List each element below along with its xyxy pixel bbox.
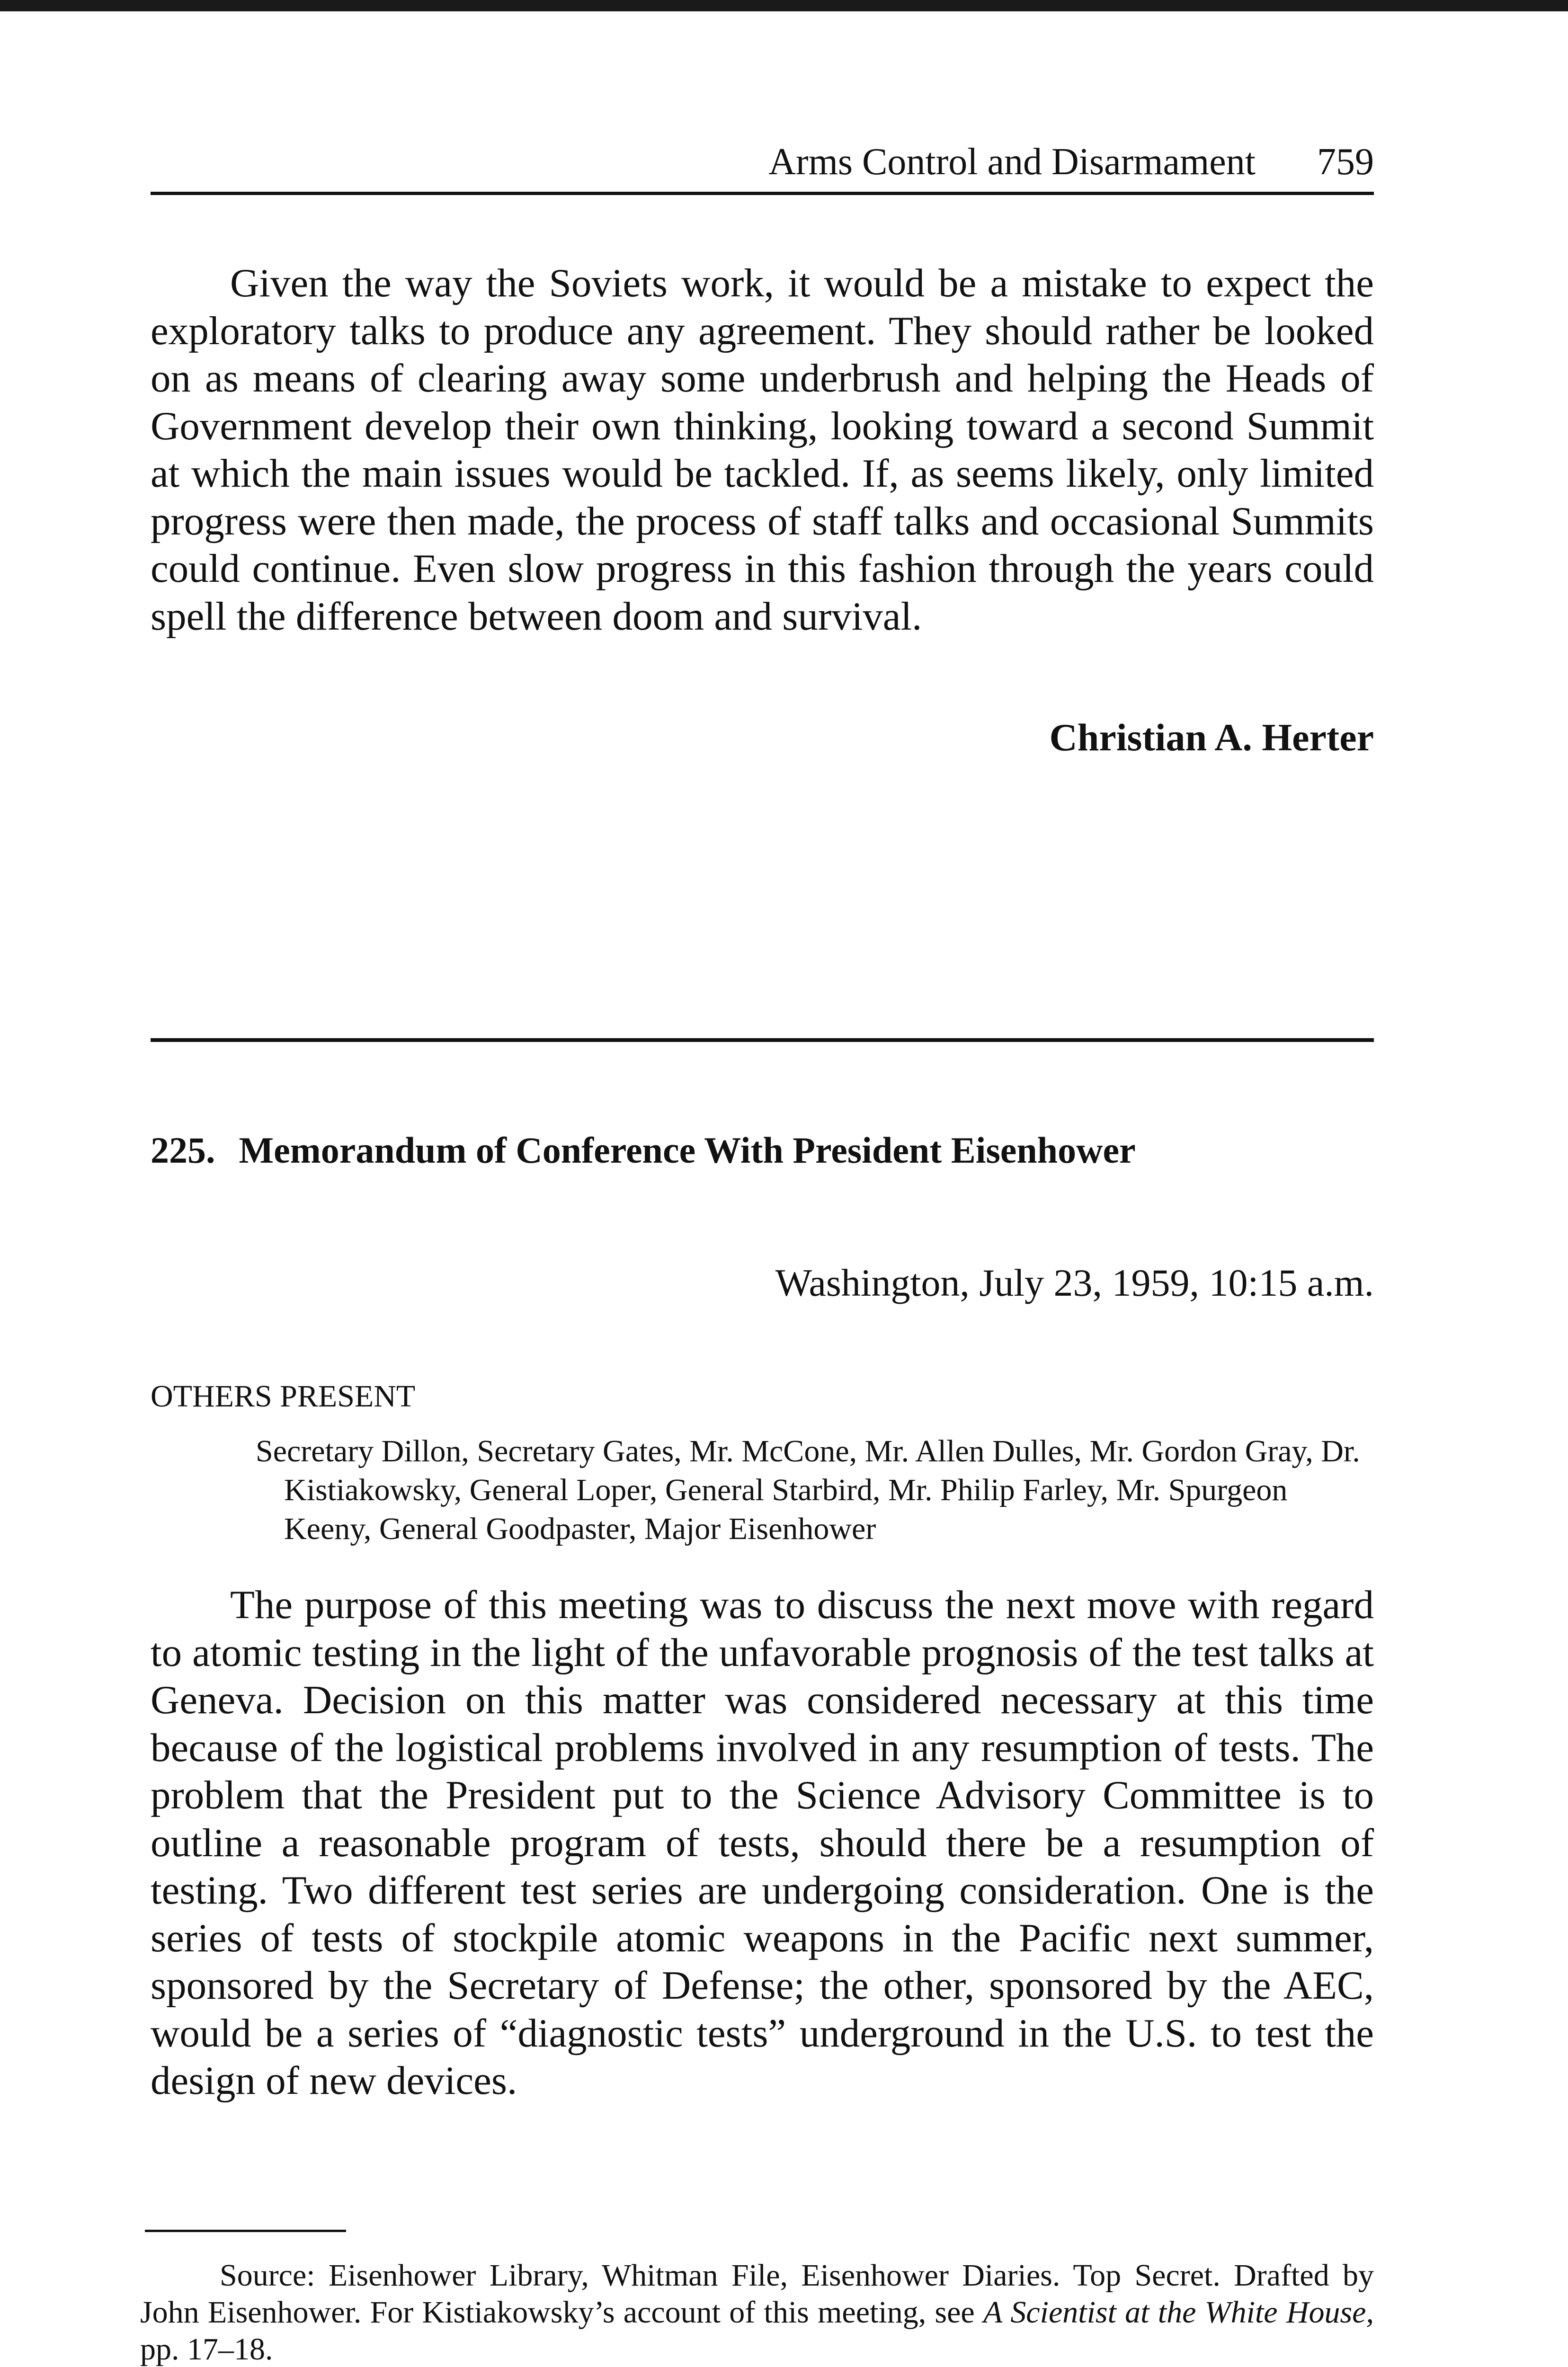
section-divider [151,1038,1374,1042]
document-title: Memorandum of Conference With President Eisenhower [239,1130,1136,1171]
source-footnote [140,2257,1374,2367]
document-heading [151,1127,1136,1174]
dateline: Washington, July 23, 1959, 10:15 a.m. [775,1261,1374,1304]
footnote-pages: pp. 17–18. [140,2332,273,2367]
scan-top-edge [0,0,1568,11]
body-paragraph-2: The purpose of this meeting was to discuss the next move with regard to atomic testing in the light of the unfavorable prognosis of the test talks at Geneva. Decision on this matter was considered necessary at this time because of the logistical problems involved in any resumption of tests. The problem that the President put to the Science Advisory Committee is to outline a reasonable program of tests, should there be a resumption of testing. Two different test series are undergoing consideration. One is the series of tests of stockpile atomic weapons in the Pacific next summer, sponsored by the Secretary of Defense; the other, sponsored by the AEC, would be a series of “diagnostic tests” underground in the U.S. to test the design of new devices. [151,1583,1374,2103]
signature: Christian A. Herter [1049,716,1374,759]
attendee-list: Secretary Dillon, Secretary Gates, Mr. McCone, Mr. Allen Dulles, Mr. Gordon Gray, Dr. Kistiakowsky, General Loper, General Starbird, Mr. Philip Farley, Mr. Spurgeon Keeny, General Goodpaster, Major Eisenhower [256,1434,1360,1546]
page-number: 759 [1317,141,1374,183]
running-title: Arms Control and Disarmament [768,141,1256,183]
footnote-rule [145,2230,346,2232]
others-present-heading: OTHERS PRESENT [151,1379,416,1414]
footnote-text: Source: Eisenhower Library, Whitman File, Eisenhower Diaries. Top Secret. Drafted by John Eisenhower. For Kistiakowsky’s account of this meeting, see [140,2258,1374,2330]
footnote-book-title: A Scientist at the White House, [983,2295,1374,2330]
page-header [151,138,1374,195]
body-paragraph-1: Given the way the Soviets work, it would be a mistake to expect the exploratory talks to produce any agreement. They should rather be looked on as means of clearing away some underbrush and helping the Heads of Government develop their own thinking, looking toward a second Summit at which the main issues would be tackled. If, as seems likely, only limited progress were then made, the process of staff talks and occasional Summits could continue. Even slow progress in this fashion through the years could spell the difference between doom and survival. [151,261,1374,639]
document-number: 225. [151,1130,215,1171]
